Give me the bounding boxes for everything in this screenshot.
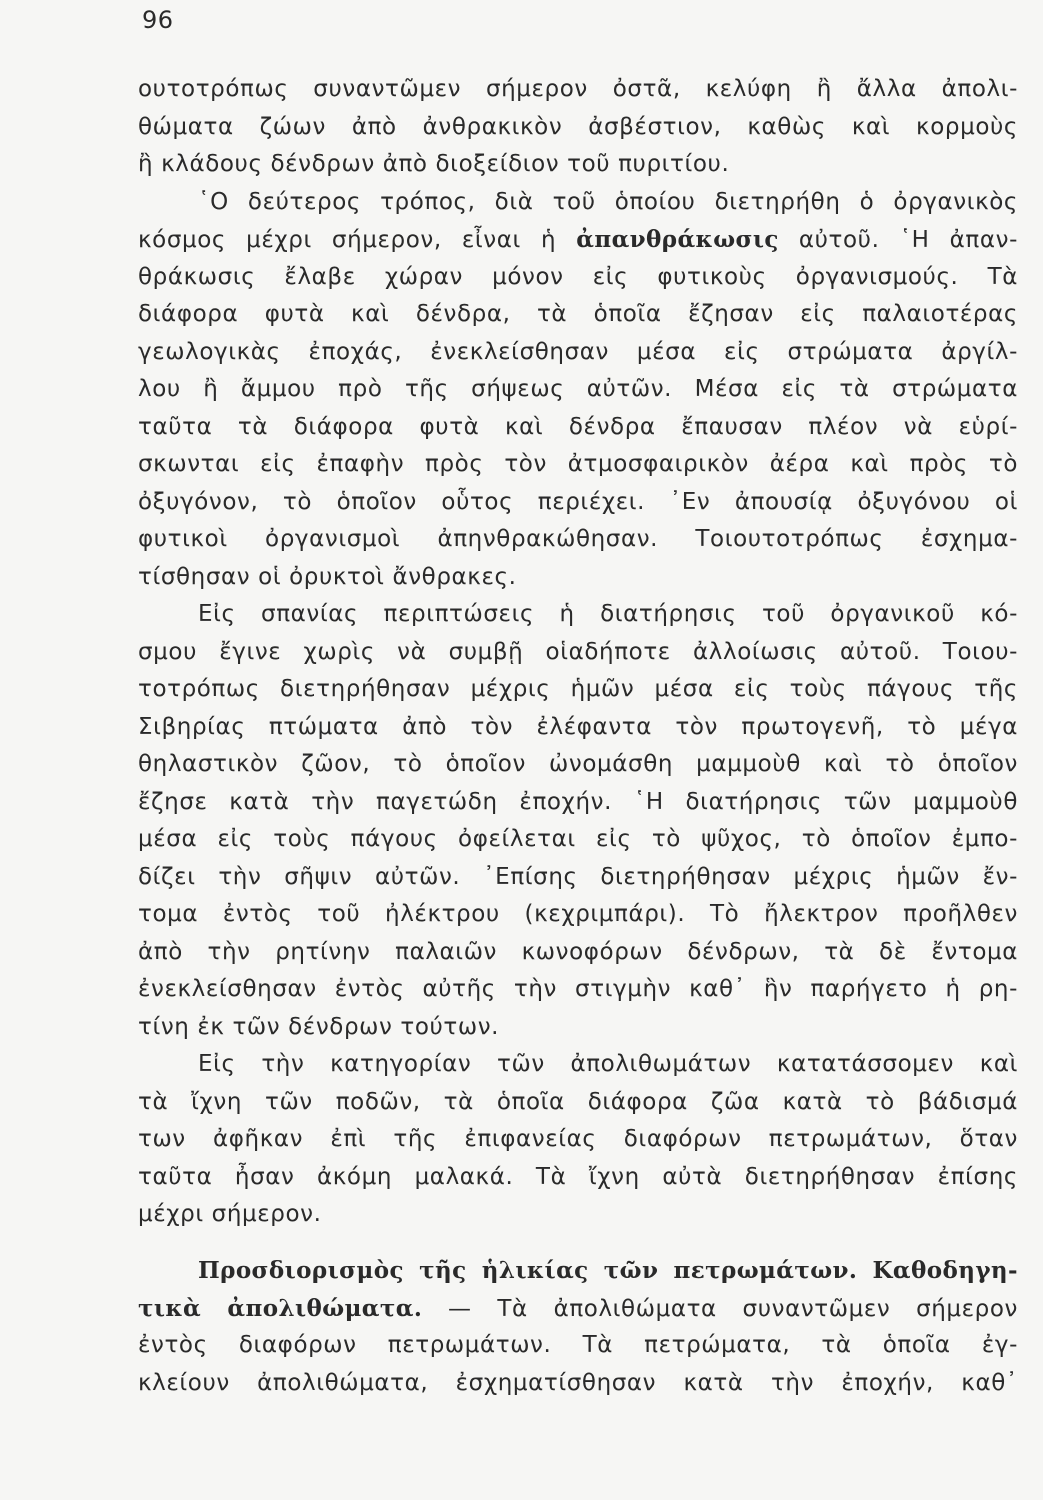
section-line xyxy=(138,1327,1018,1365)
text-segment: διάφορα φυτὰ καὶ δένδρα, τὰ ὁποῖα ἔζησαν εἰς παλαιοτέρας xyxy=(138,301,1018,327)
body-line xyxy=(138,146,1018,184)
text-segment: θώματα ζώων ἀπὸ ἀνθρακικὸν ἀσβέστιον, καθὼς καὶ κορμοὺς xyxy=(138,113,1018,140)
text-segment: ῾Ο δεύτερος τρόπος, διὰ τοῦ ὁποίου διετηρήθη ὁ ὀργανικὸς xyxy=(198,188,1018,215)
body-line xyxy=(138,559,1018,597)
body-line xyxy=(138,1159,1018,1197)
text-segment: λου ἢ ἄμμου πρὸ τῆς σήψεως αὐτῶν. Μέσα εἰς τὰ στρώματα xyxy=(138,376,1018,402)
body-line xyxy=(138,971,1018,1009)
body-line xyxy=(138,409,1018,447)
body-line xyxy=(138,896,1018,934)
body-line xyxy=(138,1009,1018,1047)
text-segment: φυτικοὶ ὀργανισμοὶ ἀπηνθρακώθησαν. Τοιουτοτρόπως ἐσχημα- xyxy=(138,526,1018,552)
body-line xyxy=(138,1046,1018,1084)
body-line xyxy=(138,746,1018,784)
text-segment: Σιβηρίας πτώματα ἀπὸ τὸν ἐλέφαντα τὸν πρωτογενῆ, τὸ μέγα xyxy=(138,713,1018,740)
text-segment: κόσμος μέχρι σήμερον, εἶναι ἡ xyxy=(138,227,577,253)
text-segment: τὰ ἴχνη τῶν ποδῶν, τὰ ὁποῖα διάφορα ζῶα κατὰ τὸ βάδισμά xyxy=(138,1088,1018,1115)
text-segment: ἐντὸς διαφόρων πετρωμάτων. Τὰ πετρώματα, τὰ ὁποῖα ἐγ- xyxy=(138,1332,1018,1358)
text-segment: μέσα εἰς τοὺς πάγους ὀφείλεται εἰς τὸ ψῦχος, τὸ ὁποῖον ἐμπο- xyxy=(138,826,1018,852)
body-line xyxy=(138,596,1018,634)
text-segment: θηλαστικὸν ζῶον, τὸ ὁποῖον ὠνομάσθη μαμμοὺθ καὶ τὸ ὁποῖον xyxy=(138,751,1018,777)
text-segment: — Τὰ ἀπολιθώματα συναντῶμεν σήμερον xyxy=(422,1295,1018,1322)
body-line xyxy=(138,709,1018,747)
body-line xyxy=(138,446,1018,484)
text-segment: Εἰς τὴν κατηγορίαν τῶν ἀπολιθωμάτων κατατάσσομεν καὶ xyxy=(198,1051,1018,1077)
body-line xyxy=(138,221,1018,259)
body-line xyxy=(138,634,1018,672)
body-line xyxy=(138,259,1018,297)
body-line xyxy=(138,521,1018,559)
bold-term: τικὰ ἀπολιθώματα. xyxy=(138,1294,423,1322)
text-segment: τίνη ἐκ τῶν δένδρων τούτων. xyxy=(138,1013,500,1040)
body-line xyxy=(138,671,1018,709)
body-line xyxy=(138,109,1018,147)
text-segment: ουτοτρόπως συναντῶμεν σήμερον ὀστᾶ, κελύφη ἢ ἄλλα ἀπολι- xyxy=(138,76,1018,102)
text-segment: ταῦτα ἦσαν ἀκόμη μαλακά. Τὰ ἴχνη αὐτὰ διετηρήθησαν ἐπίσης xyxy=(138,1163,1018,1190)
section-line xyxy=(138,1365,1018,1403)
text-segment: τίσθησαν οἱ ὀρυκτοὶ ἄνθρακες. xyxy=(138,563,517,590)
body-line xyxy=(138,484,1018,522)
text-segment: αὐτοῦ. ῾Η ἀπαν- xyxy=(778,227,1018,253)
body-line xyxy=(138,784,1018,822)
text-segment: δίζει τὴν σῆψιν αὐτῶν. ᾿Επίσης διετηρήθησαν μέχρις ἡμῶν ἔν- xyxy=(138,863,1018,890)
text-segment: Εἰς σπανίας περιπτώσεις ἡ διατήρησις τοῦ ὀργανικοῦ κό- xyxy=(198,601,1018,627)
text-segment: των ἀφῆκαν ἐπὶ τῆς ἐπιφανείας διαφόρων πετρωμάτων, ὅταν xyxy=(138,1126,1018,1152)
text-segment: κλείουν ἀπολιθώματα, ἐσχηματίσθησαν κατὰ τὴν ἐποχήν, καθ᾿ xyxy=(138,1369,1018,1396)
body-line xyxy=(138,1121,1018,1159)
text-segment: σκωνται εἰς ἐπαφὴν πρὸς τὸν ἀτμοσφαιρικὸν ἀέρα καὶ πρὸς τὸ xyxy=(138,451,1018,477)
body-line xyxy=(138,184,1018,222)
text-segment: ἀπὸ τὴν ρητίνην παλαιῶν κωνοφόρων δένδρων, τὰ δὲ ἔντομα xyxy=(138,938,1018,965)
text-segment: σμου ἔγινε χωρὶς νὰ συμβῇ οἱαδήποτε ἀλλοίωσις αὐτοῦ. Τοιου- xyxy=(138,638,1018,665)
body-line xyxy=(138,1196,1018,1234)
text-segment: ἐνεκλείσθησαν ἐντὸς αὐτῆς τὴν στιγμὴν καθ᾿ ἣν παρήγετο ἡ ρη- xyxy=(138,976,1018,1002)
body-line xyxy=(138,296,1018,334)
section-line xyxy=(138,1252,1018,1290)
section-line xyxy=(138,1290,1018,1328)
text-segment: ἔζησε κατὰ τὴν παγετώδη ἐποχήν. ῾Η διατήρησις τῶν μαμμοὺθ xyxy=(138,788,1018,815)
text-segment: μέχρι σήμερον. xyxy=(138,1201,322,1227)
bold-term: Προσδιορισμὸς τῆς ἡλικίας τῶν πετρωμάτων. Καθοδηγη- xyxy=(198,1257,1018,1284)
text-segment: ὀξυγόνον, τὸ ὁποῖον οὗτος περιέχει. ᾿Εν ἀπουσίᾳ ὀξυγόνου οἱ xyxy=(138,488,1018,515)
page-number: 96 xyxy=(142,6,174,34)
text-segment: τομα ἐντὸς τοῦ ἠλέκτρου (κεχριμπάρι). Τὸ ἤλεκτρον προῆλθεν xyxy=(138,901,1018,927)
text-segment: ταῦτα τὰ διάφορα φυτὰ καὶ δένδρα ἔπαυσαν πλέον νὰ εὑρί- xyxy=(138,413,1018,440)
text-segment: τοτρόπως διετηρήθησαν μέχρις ἡμῶν μέσα εἰς τοὺς πάγους τῆς xyxy=(138,676,1018,702)
bold-term: ἀπανθράκωσις xyxy=(576,226,779,253)
body-line xyxy=(138,371,1018,409)
text-segment: θράκωσις ἔλαβε χώραν μόνον εἰς φυτικοὺς ὀργανισμούς. Τὰ xyxy=(138,263,1018,290)
body-line xyxy=(138,71,1018,109)
body-text xyxy=(138,71,1018,1234)
body-line xyxy=(138,1084,1018,1122)
text-segment: ἢ κλάδους δένδρων ἀπὸ διοξείδιον τοῦ πυριτίου. xyxy=(138,151,730,177)
section-text xyxy=(138,1252,1018,1402)
body-line xyxy=(138,934,1018,972)
body-line xyxy=(138,334,1018,372)
text-segment: γεωλογικὰς ἐποχάς, ἐνεκλείσθησαν μέσα εἰς στρώματα ἀργίλ- xyxy=(138,338,1018,365)
body-line xyxy=(138,859,1018,897)
body-line xyxy=(138,821,1018,859)
